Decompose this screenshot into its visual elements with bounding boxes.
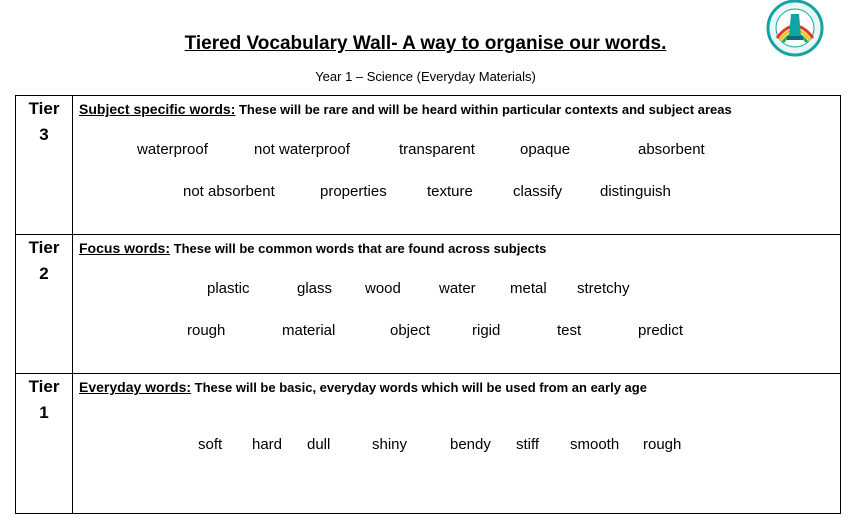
word-absorbent: absorbent: [638, 141, 705, 158]
word-bendy: bendy: [450, 436, 491, 453]
tier-description-text: These will be rare and will be heard within particular contexts and subject areas: [235, 102, 732, 117]
tier-heading: Focus words:: [79, 240, 171, 256]
word-shiny: shiny: [372, 436, 408, 453]
tier-2-content: [73, 235, 841, 374]
word-material: material: [282, 322, 336, 339]
word-dull: dull: [307, 436, 331, 453]
tier-label-word: Tier: [28, 99, 60, 118]
tier-1-content: [73, 374, 841, 514]
word-predict: predict: [638, 322, 684, 339]
word-plastic: plastic: [207, 280, 250, 297]
tier-label-number: 3: [39, 125, 49, 144]
tier-3-row: [16, 96, 841, 235]
tier-3-content: [73, 96, 841, 235]
word-rough: rough: [187, 322, 226, 339]
word-waterproof: waterproof: [137, 141, 208, 158]
tier-description-text: These will be common words that are found across subjects: [170, 241, 547, 256]
word-transparent: transparent: [399, 141, 475, 158]
word-soft: soft: [198, 436, 223, 453]
tier-heading: Everyday words:: [79, 379, 192, 395]
tier-1-label: [16, 374, 73, 514]
tier-heading: Subject specific words:: [79, 101, 236, 117]
word-object: object: [390, 322, 431, 339]
word-not-waterproof: not waterproof: [254, 141, 350, 158]
word-rough: rough: [643, 436, 682, 453]
tier-2-row: [16, 235, 841, 374]
tier-2-label: [16, 235, 73, 374]
word-wood: wood: [365, 280, 401, 297]
word-classify: classify: [513, 183, 563, 200]
word-metal: metal: [510, 280, 547, 297]
tier-1-description: [79, 379, 647, 395]
word-glass: glass: [297, 280, 333, 297]
page-title: Tiered Vocabulary Wall- A way to organise our words.: [184, 33, 667, 54]
tier-3-label: [16, 96, 73, 235]
tier-label-number: 1: [39, 403, 49, 422]
word-not-absorbent: not absorbent: [183, 183, 275, 200]
page-subtitle: Year 1 – Science (Everyday Materials): [315, 69, 536, 84]
word-hard: hard: [252, 436, 283, 453]
word-rigid: rigid: [472, 322, 501, 339]
tier-2-description: [79, 240, 546, 256]
tier-label-word: Tier: [28, 238, 60, 257]
word-test: test: [557, 322, 582, 339]
word-stiff: stiff: [516, 436, 540, 453]
word-opaque: opaque: [520, 141, 571, 158]
word-smooth: smooth: [570, 436, 620, 453]
tier-label-word: Tier: [28, 377, 60, 396]
tier-description-text: These will be basic, everyday words which will be used from an early age: [191, 380, 647, 395]
tier-1-row: [16, 374, 841, 514]
vocabulary-table: [15, 95, 841, 514]
word-water: water: [439, 280, 476, 297]
word-properties: properties: [320, 183, 387, 200]
word-stretchy: stretchy: [577, 280, 630, 297]
tier-3-description: [79, 101, 732, 117]
tier-label-number: 2: [39, 264, 49, 283]
word-texture: texture: [427, 183, 473, 200]
word-distinguish: distinguish: [600, 183, 671, 200]
